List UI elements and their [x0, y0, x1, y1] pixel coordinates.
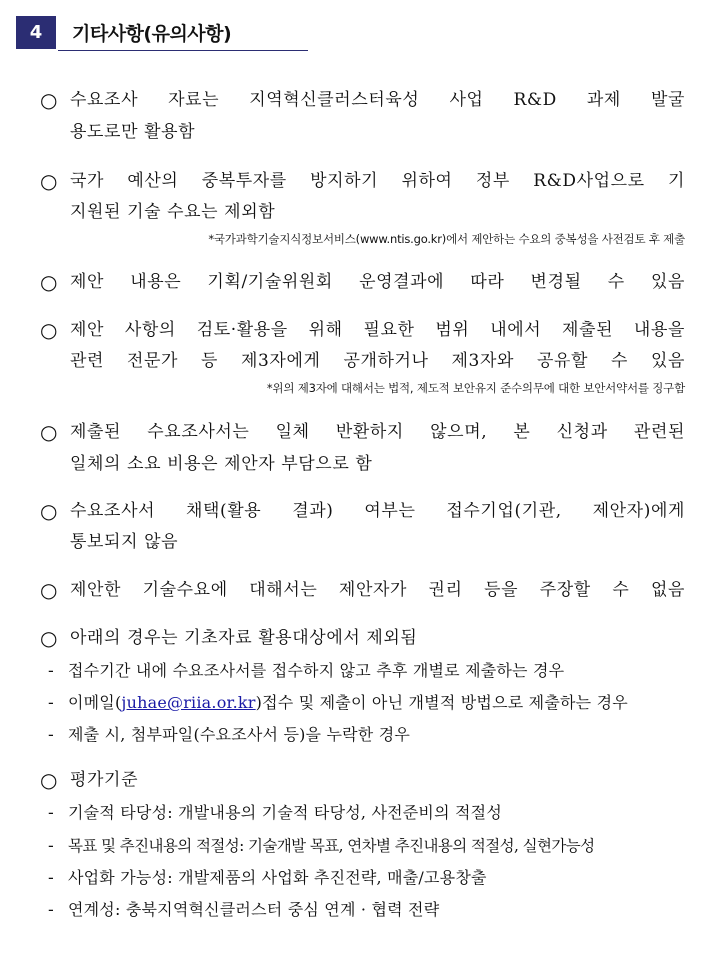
dash-bullet: -: [48, 900, 54, 920]
email-link[interactable]: juhae@riia.or.kr: [121, 693, 256, 712]
circle-bullet-icon: ○: [40, 318, 58, 342]
sub-item-text-prefix: 이메일(: [68, 693, 122, 712]
circle-bullet-icon: ○: [40, 88, 58, 112]
item-text-line: 아래의 경우는 기초자료 활용대상에서 제외됨: [70, 628, 418, 648]
item-text-line: 제안한 기술수요에 대해서는 제안자가 권리 등을 주장할 수 없음: [70, 580, 685, 600]
item-text-line: 평가기준: [70, 770, 139, 790]
sub-item-text-suffix: )접수 및 제출이 아닌 개별적 방법으로 제출하는 경우: [255, 693, 628, 712]
item-text-line: 제안 내용은 기획/기술위원회 운영결과에 따라 변경될 수 있음: [70, 272, 685, 292]
sub-item-text: [68, 691, 685, 715]
item-text-line: 지원된 기술 수요는 제외함: [70, 202, 276, 222]
circle-bullet-icon: ○: [40, 578, 58, 602]
dash-bullet: -: [48, 661, 54, 681]
item-text-line: 관련 전문가 등 제3자에게 공개하거나 제3자와 공유할 수 있음: [70, 351, 685, 371]
circle-bullet-icon: ○: [40, 420, 58, 444]
item-text-line: 통보되지 않음: [70, 532, 179, 552]
sub-item-text: 목표 및 추진내용의 적절성: 기술개발 목표, 연차별 추진내용의 적절성, 실현가능성: [68, 837, 595, 855]
dash-bullet: -: [48, 868, 54, 888]
item-text-line: 국가 예산의 중복투자를 방지하기 위하여 정부 R&D사업으로 기: [70, 171, 685, 191]
sub-item-text: 접수기간 내에 수요조사서를 접수하지 않고 추후 개별로 제출하는 경우: [68, 661, 565, 680]
circle-bullet-icon: ○: [40, 270, 58, 294]
footnote: *국가과학기술지식정보서비스(www.ntis.go.kr)에서 제안하는 수요의 중복성을 사전검토 후 제출: [208, 232, 685, 246]
dash-bullet: -: [48, 836, 54, 856]
circle-bullet-icon: ○: [40, 499, 58, 523]
section-header: [16, 14, 308, 52]
item-text-line: 수요조사 자료는 지역혁신클러스터육성 사업 R&D 과제 발굴: [70, 90, 685, 110]
footnote: *위의 제3자에 대해서는 법적, 제도적 보안유지 준수의무에 대한 보안서약서를 징구함: [266, 381, 685, 395]
dash-bullet: -: [48, 725, 54, 745]
circle-bullet-icon: ○: [40, 626, 58, 650]
item-text-line: 제안 사항의 검토·활용을 위해 필요한 범위 내에서 제출된 내용을: [70, 320, 685, 340]
dash-bullet: -: [48, 803, 54, 823]
section-title: 기타사항(유의사항): [72, 23, 232, 45]
item-text-line: 일체의 소요 비용은 제안자 부담으로 함: [70, 454, 373, 474]
item-text-line: 제출된 수요조사서는 일체 반환하지 않으며, 본 신청과 관련된: [70, 422, 685, 442]
item-text-line: 용도로만 활용함: [70, 122, 196, 142]
dash-bullet: -: [48, 693, 54, 713]
item-text-line: 수요조사서 채택(활용 결과) 여부는 접수기업(기관, 제안자)에게: [70, 501, 685, 521]
sub-item-text: 기술적 타당성: 개발내용의 기술적 타당성, 사전준비의 적절성: [68, 803, 502, 822]
circle-bullet-icon: ○: [40, 768, 58, 792]
sub-item-text: 사업화 가능성: 개발제품의 사업화 추진전략, 매출/고용창출: [68, 868, 487, 887]
section-number-badge: 4: [16, 16, 56, 49]
sub-item-text: 제출 시, 첨부파일(수요조사서 등)을 누락한 경우: [68, 725, 411, 744]
circle-bullet-icon: ○: [40, 169, 58, 193]
sub-item-text: 연계성: 충북지역혁신클러스터 중심 연계 · 협력 전략: [68, 900, 440, 919]
title-underline: [58, 50, 308, 51]
